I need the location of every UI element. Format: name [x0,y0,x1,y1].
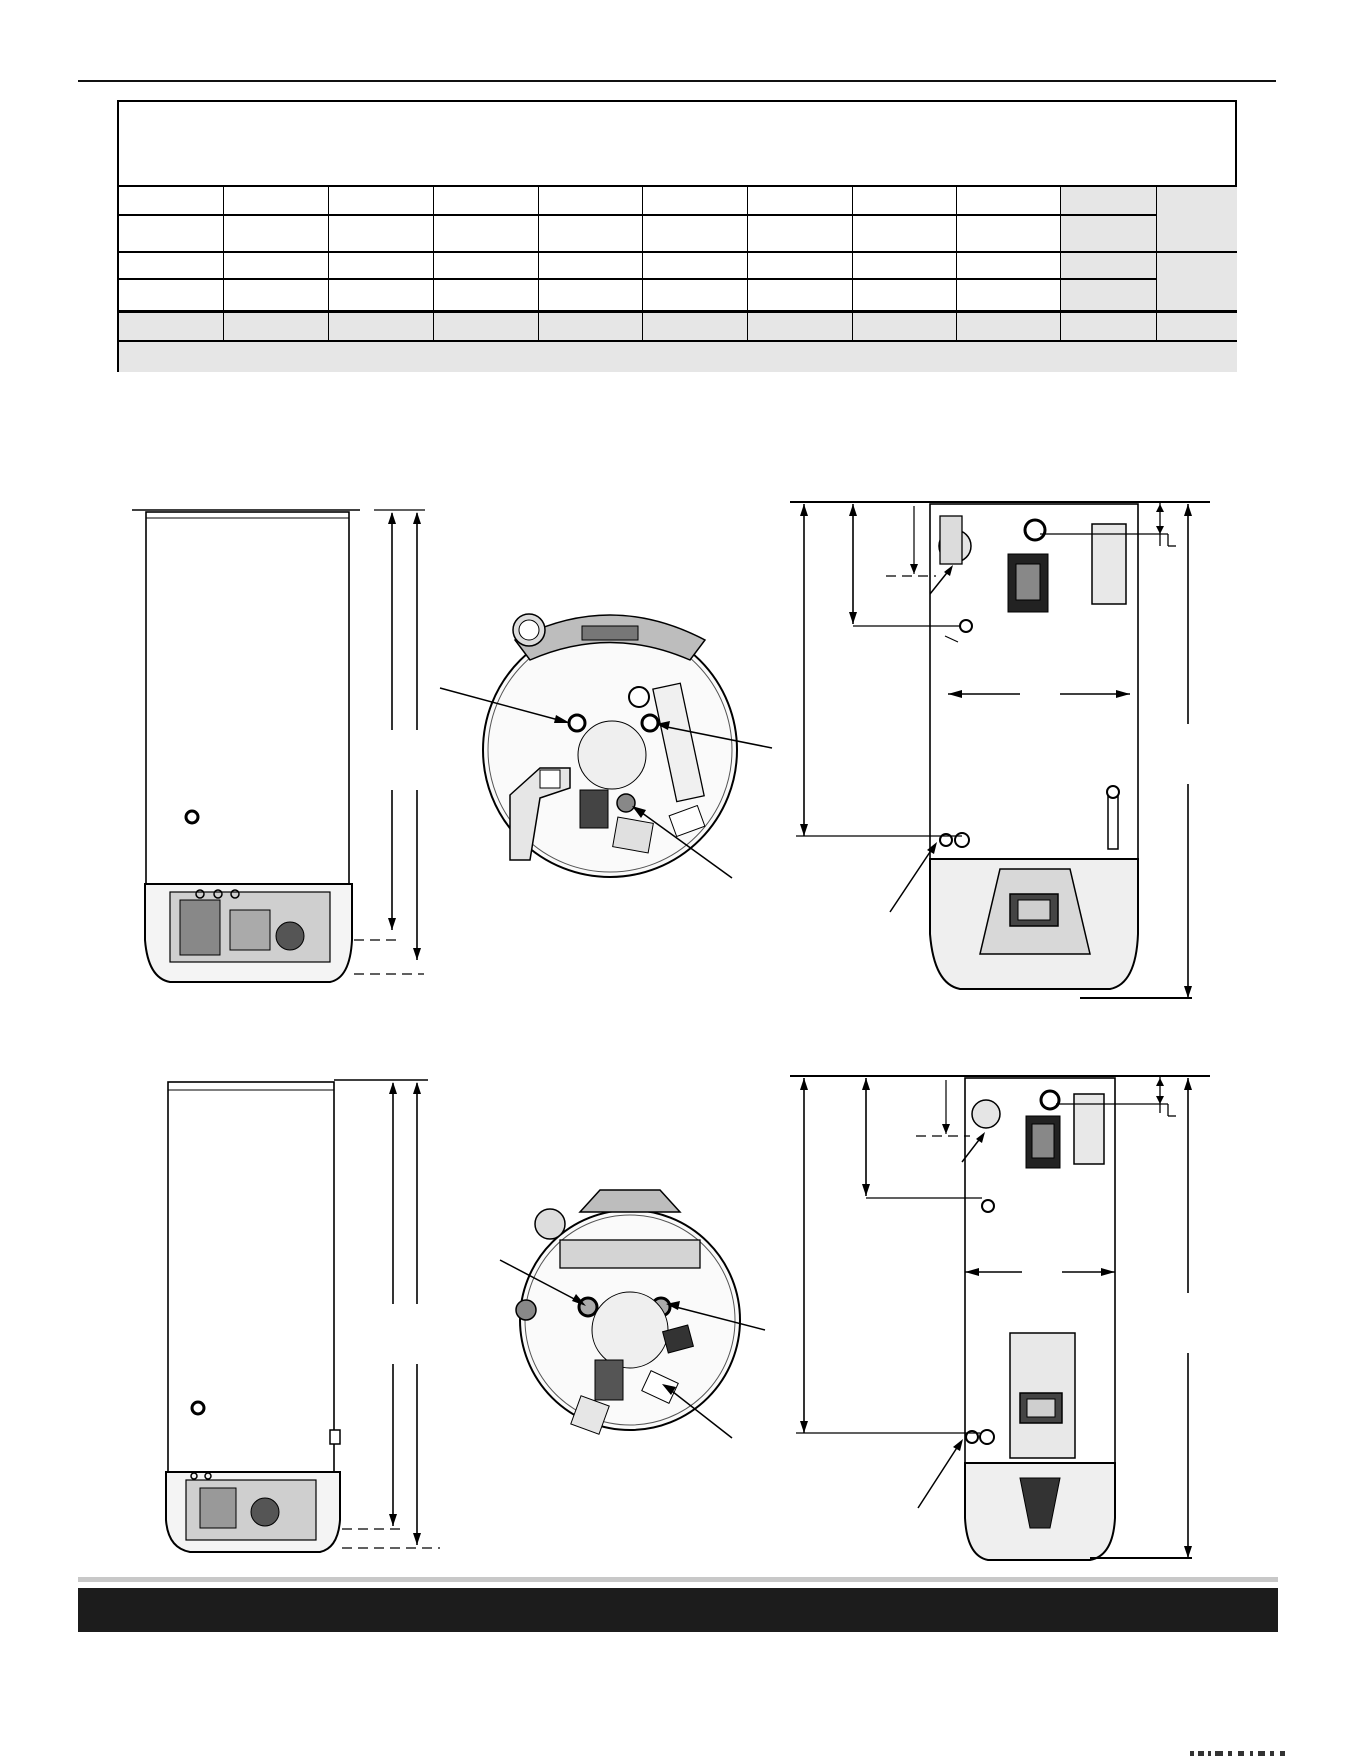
table-rule [852,185,853,340]
table-rule [119,214,1157,216]
front-elevation-drawing-lower [150,1070,450,1570]
shaded-cell [1061,251,1157,278]
table-rule [119,251,1237,253]
table-rule [328,185,329,340]
top-plan-drawing-upper [440,600,780,900]
top-rule [78,80,1276,82]
shaded-cell [1061,278,1157,311]
shaded-cell [1061,214,1157,251]
shaded-cell [1157,185,1237,251]
footer-band [78,1588,1278,1632]
table-rule [642,185,643,340]
table-rule [119,185,1237,187]
table-rule [747,185,748,340]
table-rule [1156,185,1157,340]
table-rule [119,310,1237,313]
footer-rule [78,1577,1278,1582]
front-elevation-drawing-upper [130,500,430,1000]
table-rule [538,185,539,340]
top-plan-drawing-lower [500,1190,780,1470]
table-rule [433,185,434,340]
spec-table [117,100,1237,372]
footer-code-marks [1190,1748,1350,1758]
side-elevation-drawing-upper [790,494,1230,1004]
table-rule [119,340,1237,342]
shaded-cell [1061,185,1157,214]
shaded-cell [1157,251,1237,311]
table-rule [119,278,1157,280]
table-rule [223,185,224,340]
table-rule [1060,185,1061,340]
table-rule [956,185,957,340]
side-elevation-drawing-lower [790,1068,1230,1568]
